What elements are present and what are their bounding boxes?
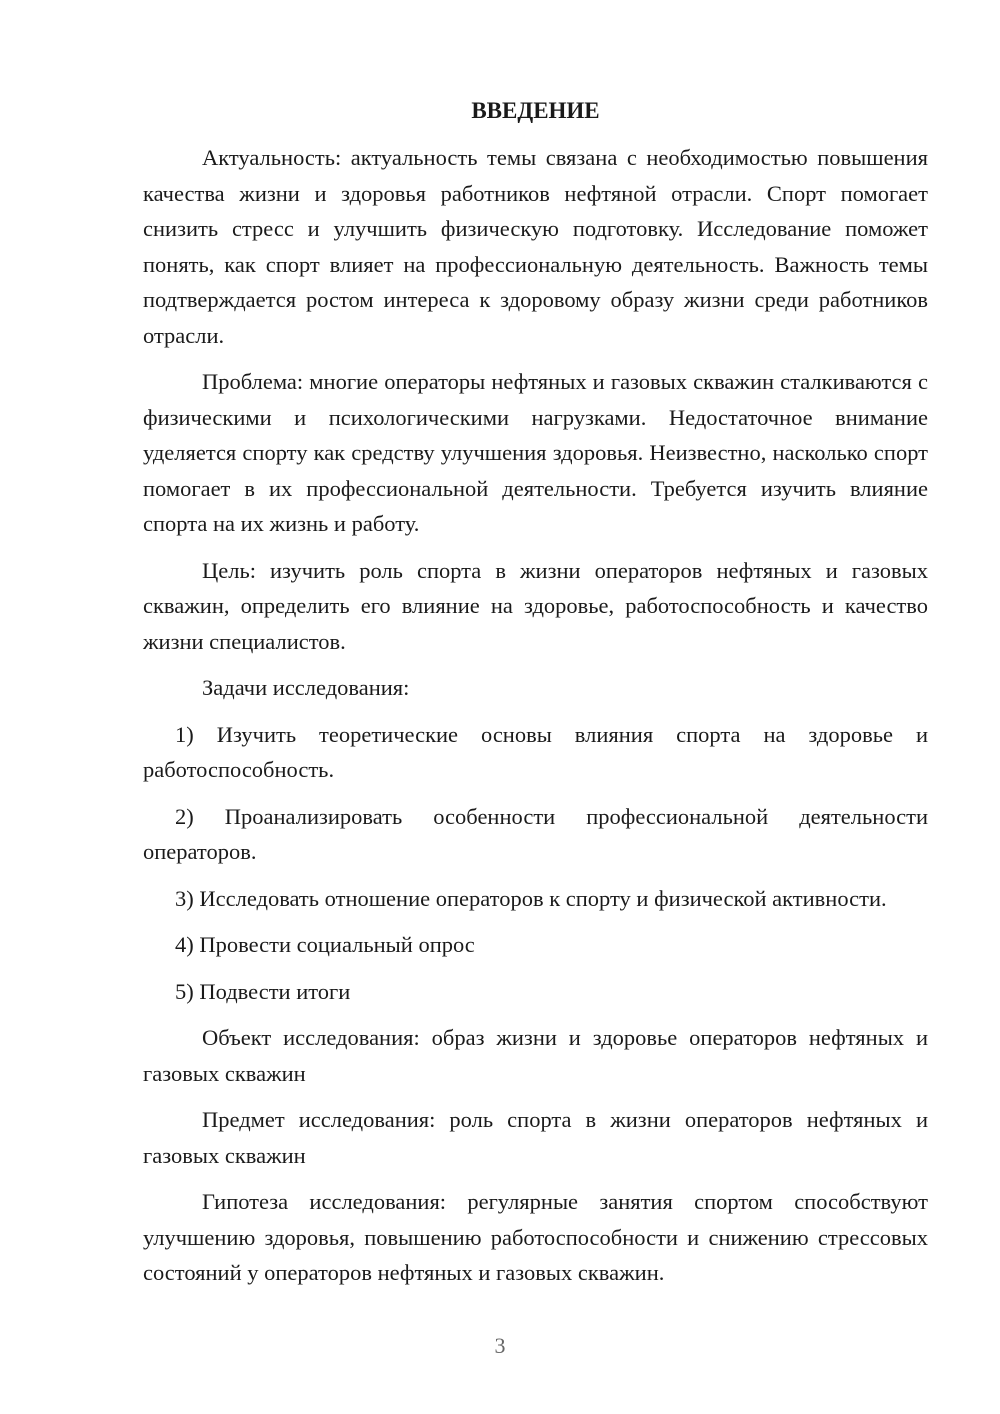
paragraph-relevance: Актуальность: актуальность темы связана с необходимостью повышения качества жизни и здоровья работников нефтяной отрасли. Спорт помогает снизить стресс и улучшить физическую подготовку. Исследование поможет понять, как спорт влияет на профессиональную деятельность. Важность темы подтверждается ростом интереса к здоровому образу жизни среди работников отрасли. (143, 145, 928, 348)
paragraph-object: Объект исследования: образ жизни и здоровье операторов нефтяных и газовых скважин (143, 1025, 928, 1086)
paragraph-subject: Предмет исследования: роль спорта в жизни операторов нефтяных и газовых скважин (143, 1107, 928, 1168)
task-item-3: 3) Исследовать отношение операторов к спорту и физической активности. (175, 885, 887, 911)
task-item-2: 2) Проанализировать особенности профессиональной деятельности операторов. (143, 803, 928, 864)
document-page (143, 92, 928, 1291)
page-number: 3 (494, 1333, 506, 1358)
task-item-4: 4) Провести социальный опрос (175, 932, 475, 957)
document-title: ВВЕДЕНИЕ (471, 98, 600, 123)
tasks-heading: Задачи исследования: (202, 675, 410, 700)
paragraph-hypothesis: Гипотеза исследования: регулярные занятия спортом способствуют улучшению здоровья, повышению работоспособности и снижению стрессовых состояний у операторов нефтяных и газовых скважин. (143, 1189, 928, 1285)
paragraph-goal: Цель: изучить роль спорта в жизни операторов нефтяных и газовых скважин, определить его влияние на здоровье, работоспособность и качество жизни специалистов. (143, 557, 928, 654)
task-item-1: 1) Изучить теоретические основы влияния спорта на здоровье и работоспособность. (143, 721, 928, 782)
task-item-5: 5) Подвести итоги (175, 978, 351, 1004)
paragraph-problem: Проблема: многие операторы нефтяных и газовых скважин сталкиваются с физическими и психологическими нагрузками. Недостаточное внимание уделяется спорту как средству улучшения здоровья. Неизвестно, насколько спорт помогает в их профессиональной деятельности. Требуется изучить влияние спорта на их жизнь и работу. (143, 369, 928, 536)
